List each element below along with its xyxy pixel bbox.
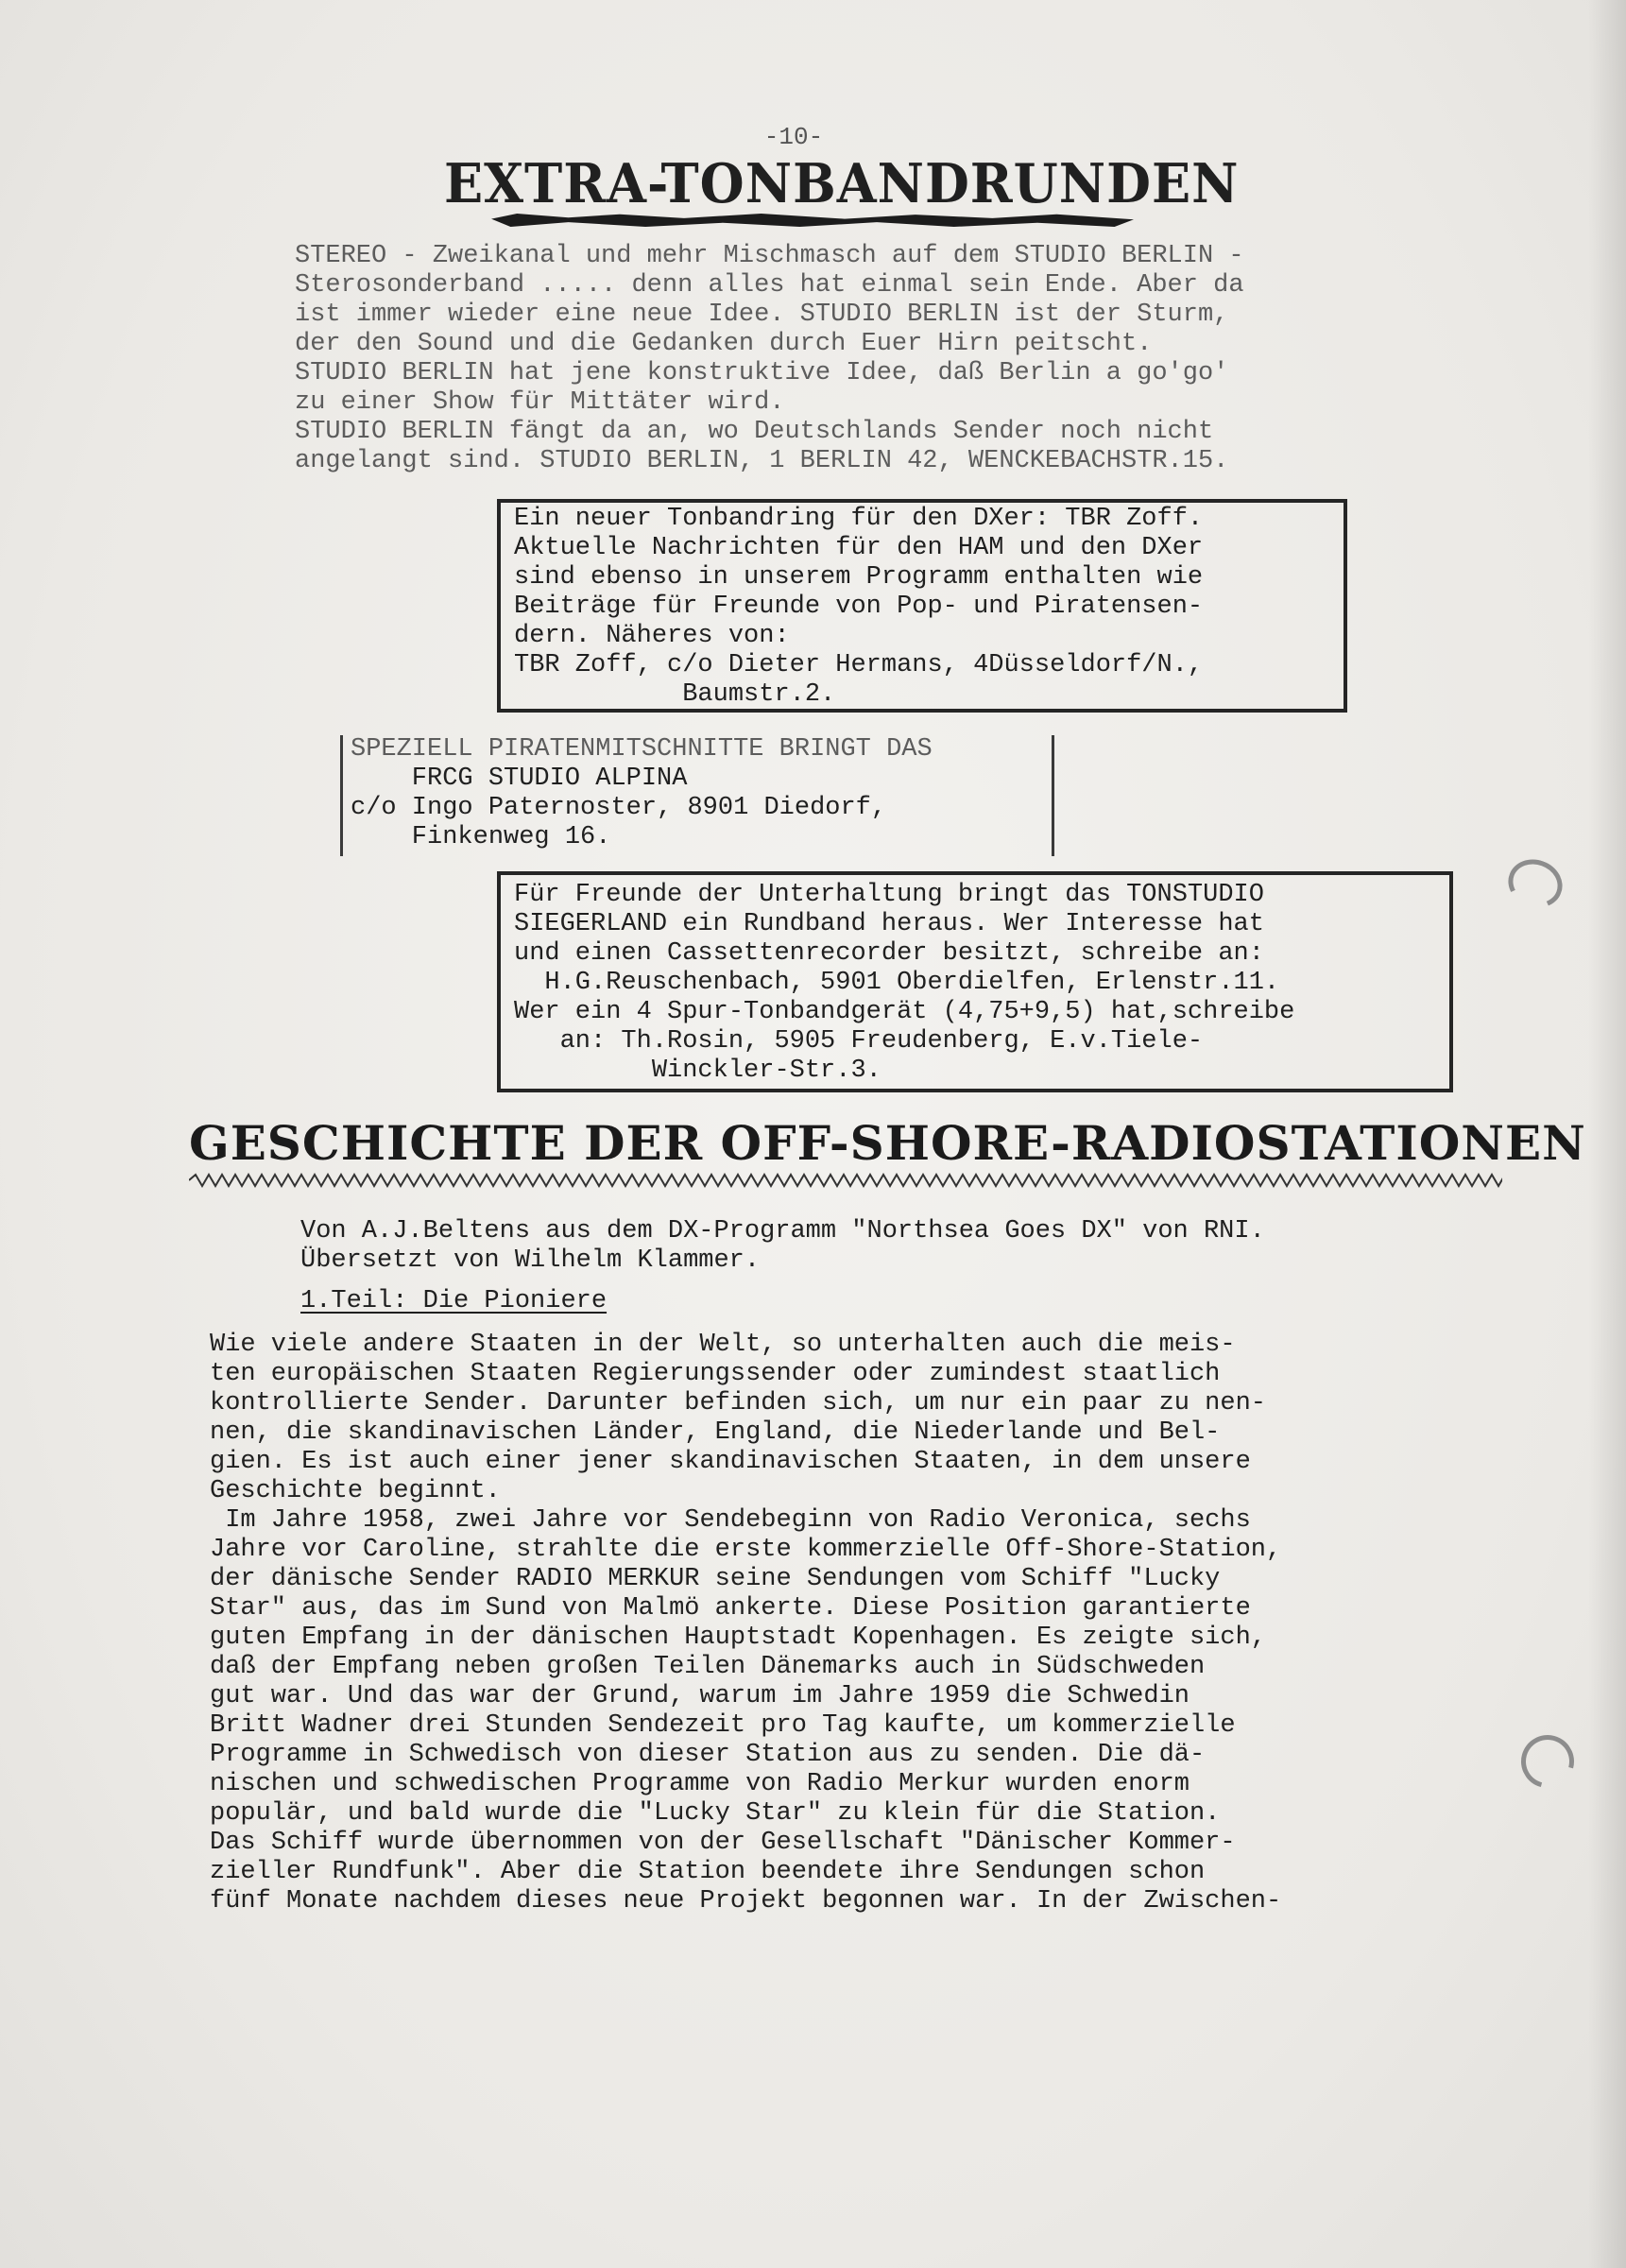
box-tbr-line: TBR Zoff, c/o Dieter Hermans, 4Düsseldorf/N., (514, 651, 1204, 679)
zigzag-divider (189, 1172, 1502, 1189)
article-line: der dänische Sender RADIO MERKUR seine Sendungen vom Schiff "Lucky (210, 1565, 1221, 1593)
siegerland-line: SIEGERLAND ein Rundband heraus. Wer Interesse hat (514, 910, 1264, 938)
byline-line: Übersetzt von Wilhelm Klammer. (300, 1246, 761, 1275)
punch-hole-mark (1501, 852, 1569, 916)
box-tonstudio-siegerland (497, 871, 1453, 1092)
article-line: Britt Wadner drei Stunden Sendezeit pro Tag kaufte, um kommerzielle (210, 1711, 1236, 1740)
intro-line: der den Sound und die Gedanken durch Euer Hirn peitscht. (295, 330, 1153, 358)
page-number: -10- (763, 123, 824, 151)
box-tbr-line: Ein neuer Tonbandring für den DXer: TBR Zoff. (514, 505, 1204, 533)
intro-line: angelangt sind. STUDIO BERLIN, 1 BERLIN 42, WENCKEBACHSTR.15. (295, 447, 1229, 475)
brush-stroke-divider (491, 214, 1134, 227)
article-line: Wie viele andere Staaten in der Welt, so unterhalten auch die meis- (210, 1331, 1236, 1359)
box-tbr-line: Beiträge für Freunde von Pop- und Piratensen- (514, 593, 1204, 621)
article-line: Das Schiff wurde übernommen von der Gesellschaft "Dänischer Kommer- (210, 1829, 1236, 1857)
bracket-studio-alpina (340, 735, 1054, 856)
intro-line: STUDIO BERLIN fängt da an, wo Deutschlands Sender noch nicht (295, 418, 1214, 446)
punch-hole-mark (1512, 1726, 1583, 1797)
siegerland-line: an: Th.Rosin, 5905 Freudenberg, E.v.Tiele- (514, 1027, 1204, 1056)
article-line: fünf Monate nachdem dieses neue Projekt begonnen war. In der Zwischen- (210, 1887, 1282, 1916)
siegerland-line: und einen Cassettenrecorder besitzt, schreibe an: (514, 939, 1264, 968)
article-line: populär, und bald wurde die "Lucky Star" zu klein für die Station. (210, 1799, 1221, 1828)
box-tbr-line: Aktuelle Nachrichten für den HAM und den DXer (514, 534, 1204, 562)
article-line: guten Empfang in der dänischen Hauptstadt Kopenhagen. Es zeigte sich, (210, 1624, 1266, 1652)
article-line: Programme in Schwedisch von dieser Station aus zu senden. Die dä- (210, 1741, 1206, 1769)
byline-line: Von A.J.Beltens aus dem DX-Programm "Northsea Goes DX" von RNI. (300, 1217, 1265, 1246)
intro-line: Sterosonderband ..... denn alles hat einmal sein Ende. Aber da (295, 271, 1244, 300)
box-tbr-line: sind ebenso in unserem Programm enthalten wie (514, 563, 1204, 592)
article-line: Geschichte beginnt. (210, 1477, 501, 1505)
article-line: gut war. Und das war der Grund, warum im Jahre 1959 die Schwedin (210, 1682, 1190, 1710)
article-line: nischen und schwedischen Programme von Radio Merkur wurden enorm (210, 1770, 1190, 1798)
alpina-line: c/o Ingo Paternoster, 8901 Diedorf, (351, 794, 887, 822)
page-edge-shadow (1588, 0, 1626, 2268)
article-line: Im Jahre 1958, zwei Jahre vor Sendebeginn von Radio Veronica, sechs (210, 1506, 1251, 1535)
header-geschichte: GESCHICHTE DER OFF-SHORE-RADIOSTATIONEN (189, 1115, 1586, 1171)
box-tbr-zoff (497, 499, 1347, 713)
article-line: kontrollierte Sender. Darunter befinden sich, um nur ein paar zu nen- (210, 1389, 1266, 1418)
alpina-line: Finkenweg 16. (351, 823, 611, 851)
article-line: Star" aus, das im Sund von Malmö ankerte. Diese Position garantierte (210, 1594, 1251, 1623)
alpina-line: SPEZIELL PIRATENMITSCHNITTE BRINGT DAS (351, 735, 933, 764)
siegerland-line: Für Freunde der Unterhaltung bringt das TONSTUDIO (514, 881, 1264, 909)
article-line: ten europäischen Staaten Regierungssender oder zumindest staatlich (210, 1360, 1221, 1388)
box-tbr-line: dern. Näheres von: (514, 622, 790, 650)
article-line: gien. Es ist auch einer jener skandinavischen Staaten, in dem unsere (210, 1448, 1251, 1476)
intro-line: STUDIO BERLIN hat jene konstruktive Idee, daß Berlin a go'go' (295, 359, 1229, 387)
article-line: daß der Empfang neben großen Teilen Dänemarks auch in Südschweden (210, 1653, 1206, 1681)
intro-line: ist immer wieder eine neue Idee. STUDIO BERLIN ist der Sturm, (295, 301, 1229, 329)
siegerland-line: Winckler-Str.3. (514, 1057, 881, 1085)
intro-line: zu einer Show für Mittäter wird. (295, 388, 785, 417)
article-line: Jahre vor Caroline, strahlte die erste kommerzielle Off-Shore-Station, (210, 1536, 1282, 1564)
intro-line: STEREO - Zweikanal und mehr Mischmasch auf dem STUDIO BERLIN - (295, 242, 1244, 270)
part-title: 1.Teil: Die Pioniere (300, 1287, 608, 1315)
article-line: nen, die skandinavischen Länder, England, die Niederlande und Bel- (210, 1418, 1221, 1447)
siegerland-line: H.G.Reuschenbach, 5901 Oberdielfen, Erlenstr.11. (514, 969, 1280, 997)
header-extra-tonbandrunden: EXTRA-TONBANDRUNDEN (444, 151, 1240, 215)
siegerland-line: Wer ein 4 Spur-Tonbandgerät (4,75+9,5) hat,schreibe (514, 998, 1295, 1026)
box-tbr-line: Baumstr.2. (514, 680, 836, 709)
article-line: zieller Rundfunk". Aber die Station beendete ihre Sendungen schon (210, 1858, 1206, 1886)
alpina-line: FRCG STUDIO ALPINA (351, 765, 688, 793)
